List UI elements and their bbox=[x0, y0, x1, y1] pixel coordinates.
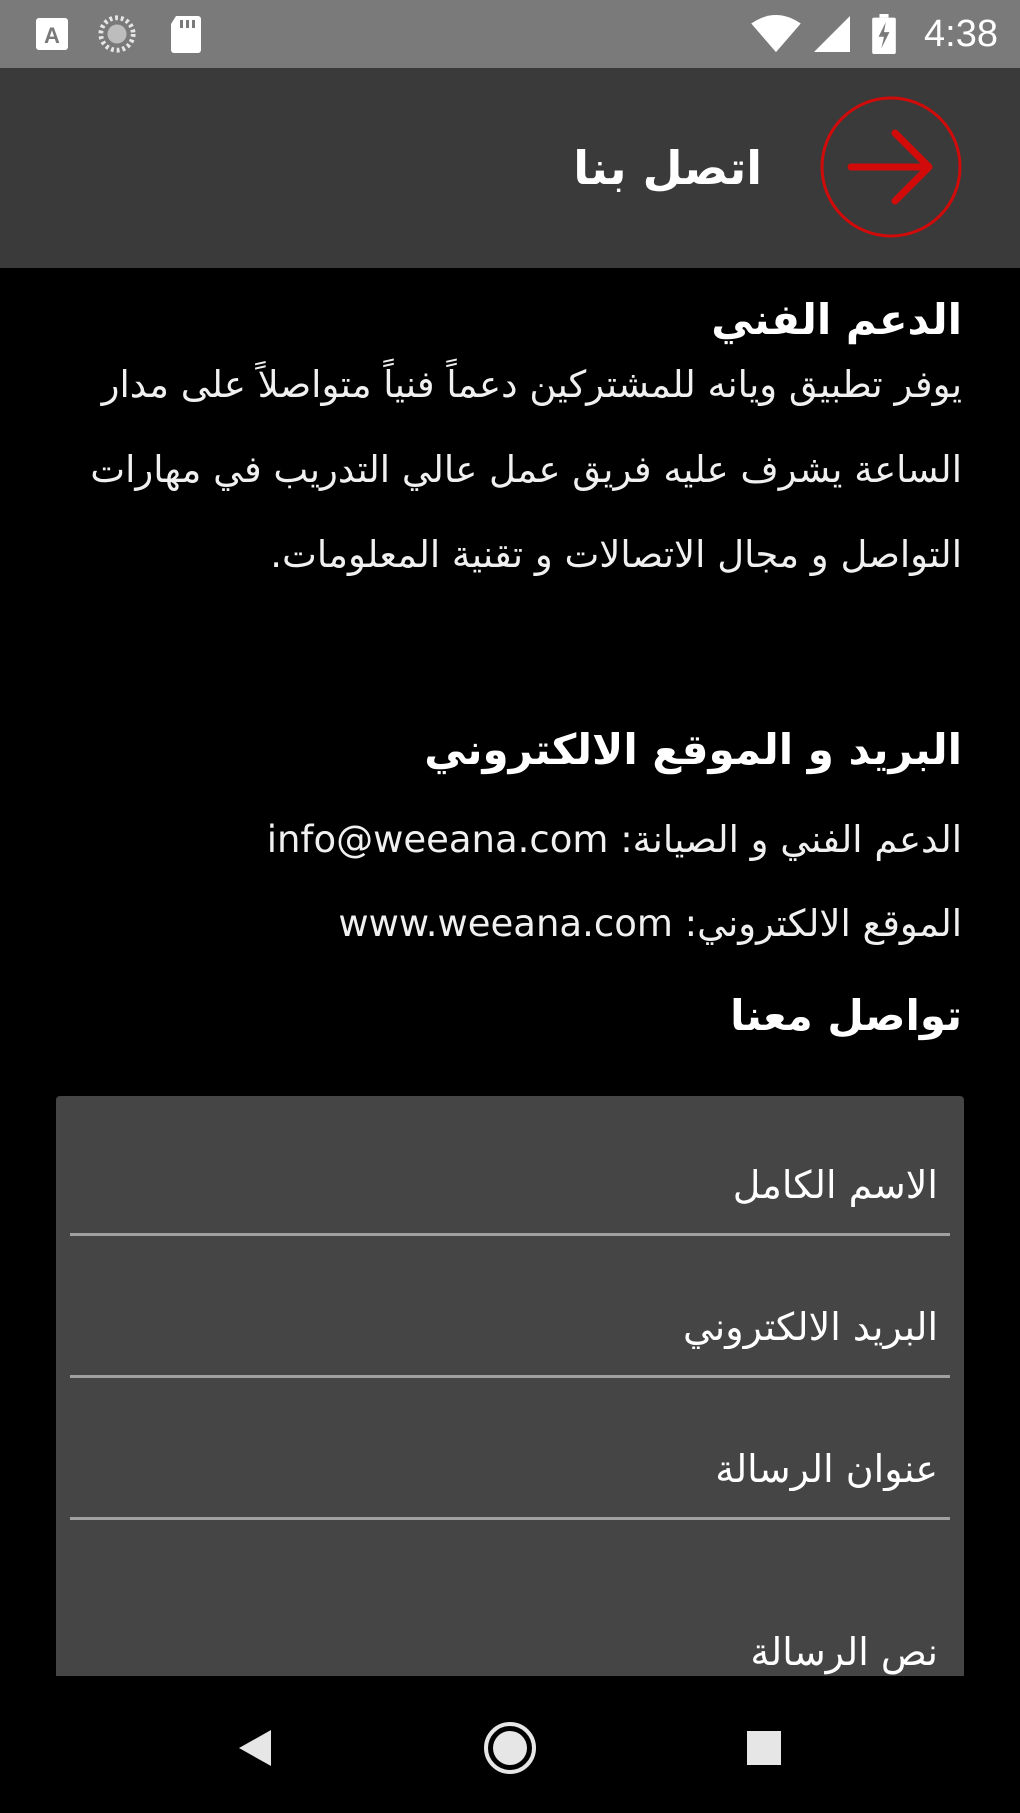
support-description: يوفر تطبيق ويانه للمشتركين دعماً فنياً متواصلاً على مدار الساعة يشرف عليه فريق عمل عالي التدريب في مهارات التواصل و مجال الاتصالات و تقنية المعلومات. bbox=[90, 363, 962, 576]
email-field bbox=[70, 1238, 950, 1378]
website-link[interactable]: www.weeana.com bbox=[338, 902, 673, 945]
sync-spinner-icon bbox=[96, 14, 138, 54]
svg-text:A: A bbox=[44, 23, 60, 48]
arrow-right-circle-icon[interactable] bbox=[819, 95, 963, 239]
message-textarea[interactable] bbox=[70, 1522, 950, 1676]
sd-card-icon bbox=[168, 14, 204, 54]
full-name-field bbox=[70, 1096, 950, 1236]
contact-form-heading: تواصل معنا bbox=[730, 991, 962, 1040]
subject-input[interactable] bbox=[70, 1380, 950, 1517]
support-email[interactable]: info@weeana.com bbox=[266, 818, 609, 861]
status-time: 4:38 bbox=[924, 13, 998, 55]
system-nav-bar bbox=[0, 1676, 1020, 1813]
support-heading: الدعم الفني bbox=[711, 295, 962, 344]
contact-info-heading: البريد و الموقع الالكتروني bbox=[424, 725, 962, 774]
website-label: الموقع الالكتروني: bbox=[684, 902, 962, 945]
home-circle-icon[interactable] bbox=[460, 1698, 560, 1798]
subject-field bbox=[70, 1380, 950, 1520]
support-email-label: الدعم الفني و الصيانة: bbox=[620, 818, 962, 861]
email-input[interactable] bbox=[70, 1238, 950, 1375]
recents-square-icon[interactable] bbox=[714, 1698, 814, 1798]
message-field bbox=[70, 1522, 950, 1676]
status-bar bbox=[0, 0, 1020, 68]
support-email-line bbox=[267, 812, 962, 868]
website-line bbox=[338, 896, 962, 952]
page-title: اتصل بنا bbox=[573, 141, 762, 195]
back-triangle-icon[interactable] bbox=[205, 1698, 305, 1798]
battery-charging-icon bbox=[870, 14, 898, 54]
contact-form bbox=[56, 1096, 964, 1676]
content-scroll-area[interactable] bbox=[0, 268, 1020, 1676]
font-a-icon bbox=[32, 14, 72, 54]
signal-icon bbox=[812, 14, 852, 54]
full-name-input[interactable] bbox=[70, 1096, 950, 1233]
app-bar bbox=[0, 68, 1020, 268]
wifi-icon bbox=[748, 14, 804, 54]
